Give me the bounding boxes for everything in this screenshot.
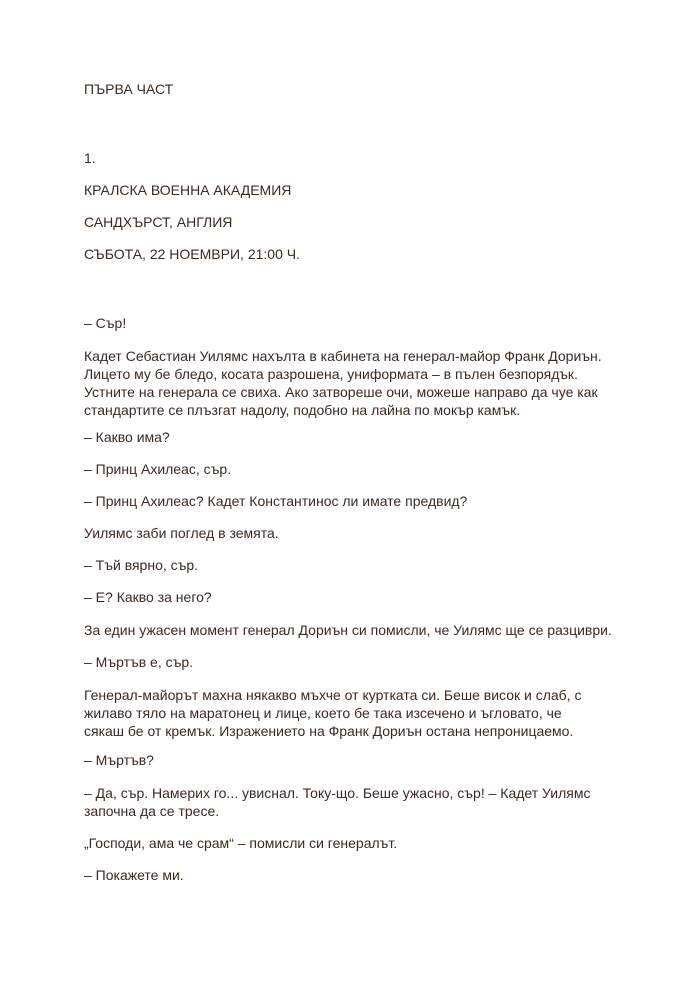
paragraph bbox=[84, 347, 602, 419]
chapter-number: 1. bbox=[84, 150, 96, 166]
paragraph-line: Устните на генерала се свиха. Ако затвореше очи, можеше направо да чуе как bbox=[84, 384, 598, 400]
paragraph-line: Кадет Себастиан Уилямс нахълта в кабинета на генерал-майор Франк Дориън. bbox=[84, 348, 602, 364]
paragraph: – Принц Ахилеас, сър. bbox=[84, 461, 232, 477]
part-title: ПЪРВА ЧАСТ bbox=[84, 81, 174, 97]
paragraph-line: сякаш бе от кремък. Изражението на Франк Дориън остана непроницаемо. bbox=[84, 723, 574, 739]
paragraph bbox=[84, 784, 591, 820]
paragraph-line: – Да, сър. Намерих го... увиснал. Току-що. Беше ужасно, сър! – Кадет Уилямс bbox=[84, 785, 591, 801]
paragraph: За един ужасен момент генерал Дориън си помисли, че Уилямс ще се разциври. bbox=[84, 622, 612, 638]
paragraph: Уилямс заби поглед в земята. bbox=[84, 525, 279, 541]
paragraph: – Принц Ахилеас? Кадет Константинос ли имате предвид? bbox=[84, 493, 468, 509]
paragraph-line: стандартите се плъзгат надолу, подобно на лайна по мокър камък. bbox=[84, 402, 521, 418]
paragraph bbox=[84, 686, 581, 740]
location-line-1: КРАЛСКА ВОЕННА АКАДЕМИЯ bbox=[84, 182, 292, 198]
paragraph: „Господи, ама че срам“ – помисли си генералът. bbox=[84, 835, 398, 851]
paragraph-line: жилаво тяло на маратонец и лице, което бе така изсечено и ъгловато, че bbox=[84, 705, 562, 721]
date-time-line: СЪБОТА, 22 НОЕМВРИ, 21:00 Ч. bbox=[84, 246, 300, 262]
paragraph: – Тъй вярно, сър. bbox=[84, 557, 199, 573]
location-line-2: САНДХЪРСТ, АНГЛИЯ bbox=[84, 214, 233, 230]
paragraph: – Мъртъв е, сър. bbox=[84, 654, 194, 670]
paragraph-line: Генерал-майорът махна някакво мъхче от куртката си. Беше висок и слаб, с bbox=[84, 687, 582, 703]
paragraph: – Е? Какво за него? bbox=[84, 589, 212, 605]
paragraph: – Покажете ми. bbox=[84, 867, 184, 883]
paragraph: – Какво има? bbox=[84, 429, 170, 445]
paragraph: – Мъртъв? bbox=[84, 752, 154, 768]
paragraph: – Сър! bbox=[84, 315, 127, 331]
paragraph-line: започна да се тресе. bbox=[84, 803, 220, 819]
paragraph-line: Лицето му бе бледо, косата разрошена, униформата – в пълен безпорядък. bbox=[84, 366, 578, 382]
